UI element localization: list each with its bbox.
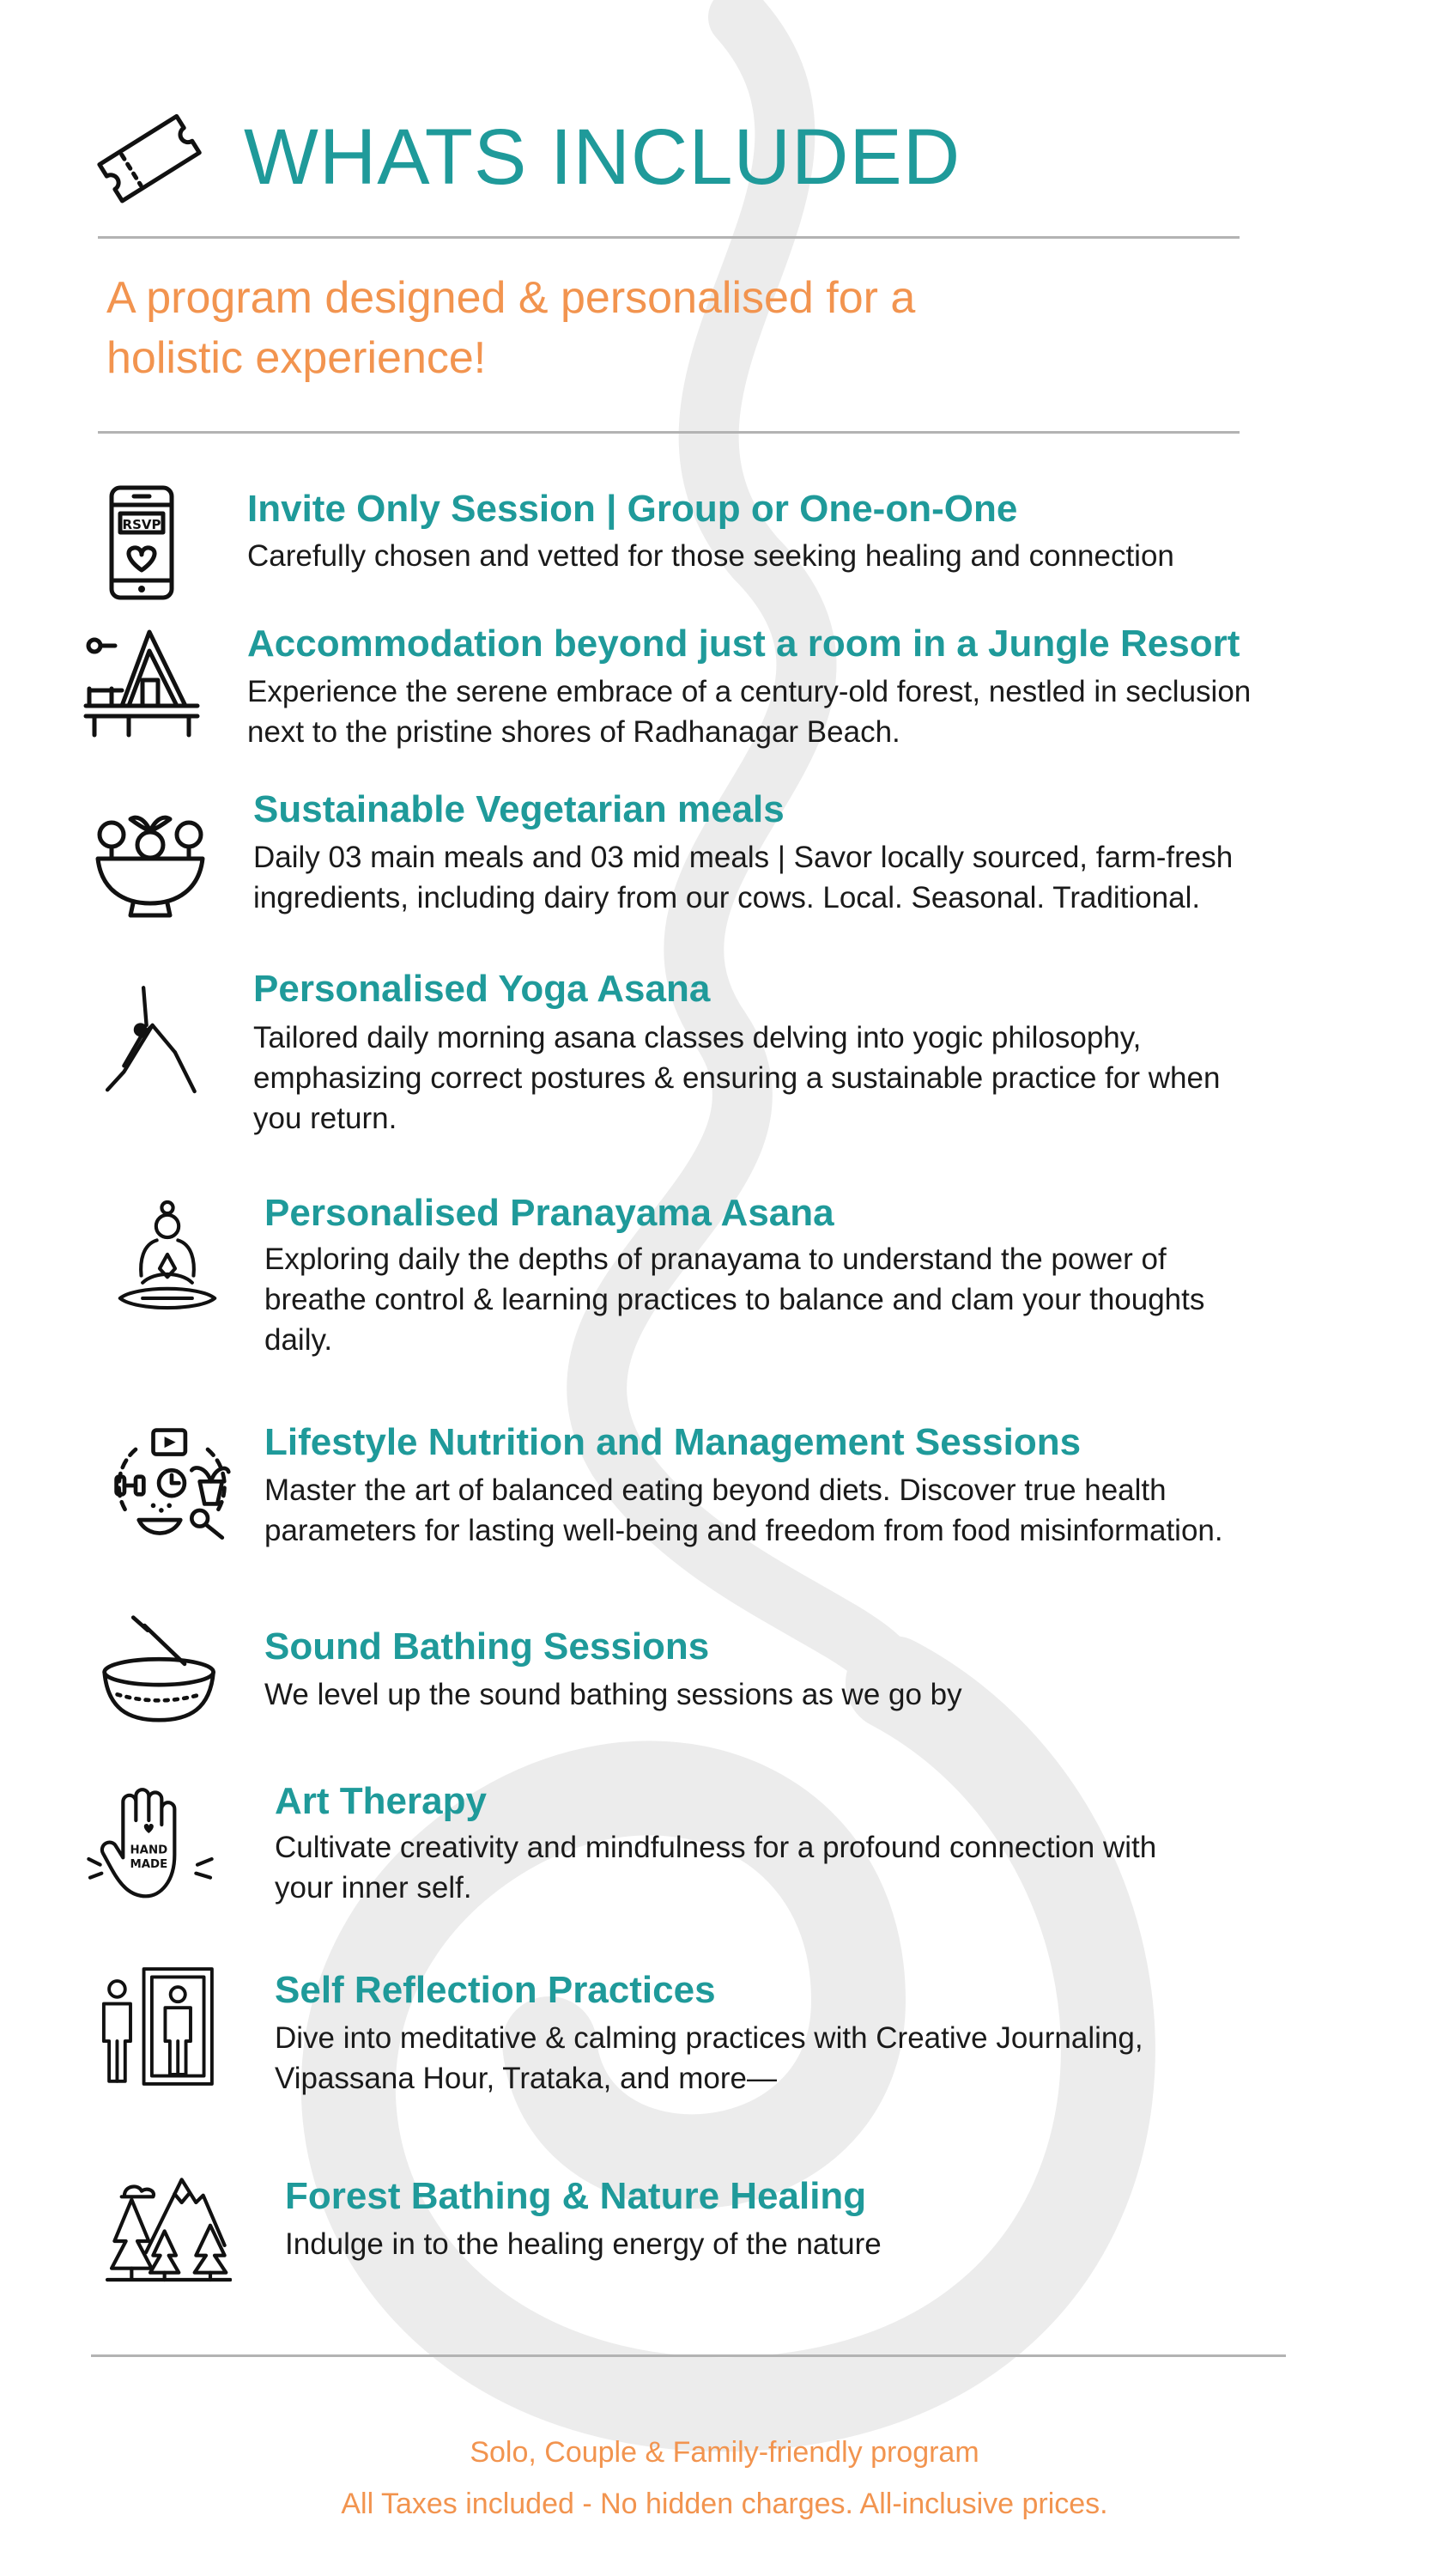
header-divider-top xyxy=(98,236,1240,239)
item-desc-art xyxy=(275,1827,1156,1908)
subtitle-line-1: A program designed & personalised for a xyxy=(106,273,916,323)
item-desc-line: Carefully chosen and vetted for those seeking healing and connection xyxy=(247,539,1174,573)
item-desc-reflection xyxy=(275,2018,1143,2099)
ticket-icon xyxy=(93,110,204,204)
handmade-icon-label-2: MADE xyxy=(130,1858,168,1871)
handmade-hand-icon xyxy=(86,1786,215,1906)
item-desc-nutrition xyxy=(264,1470,1223,1551)
item-desc-line: next to the pristine shores of Radhanagar Beach. xyxy=(247,715,900,749)
item-title-reflection: Self Reflection Practices xyxy=(275,1969,716,2011)
item-desc-meals xyxy=(253,837,1233,918)
item-title-sound: Sound Bathing Sessions xyxy=(264,1625,710,1668)
rsvp-icon-label: RSVP xyxy=(122,517,161,532)
item-desc-line: Tailored daily morning asana classes delving into yogic philosophy, xyxy=(253,1021,1142,1054)
item-desc-accommodation xyxy=(247,671,1251,752)
item-desc-pranayama xyxy=(264,1239,1204,1360)
item-desc-line: emphasizing correct postures & ensuring a sustainable practice for when xyxy=(253,1061,1221,1095)
item-title-nutrition: Lifestyle Nutrition and Management Sessions xyxy=(264,1421,1082,1463)
item-desc-line: you return. xyxy=(253,1102,397,1135)
item-title-meals: Sustainable Vegetarian meals xyxy=(253,788,785,830)
item-desc-line: ingredients, including dairy from our cows. Local. Seasonal. Traditional. xyxy=(253,881,1201,914)
item-title-pranayama: Personalised Pranayama Asana xyxy=(264,1192,834,1234)
item-title-forest: Forest Bathing & Nature Healing xyxy=(285,2175,867,2217)
handmade-icon-label-1: HAND xyxy=(130,1844,168,1857)
item-desc-yoga xyxy=(253,1018,1220,1139)
item-desc-line: Cultivate creativity and mindfulness for a profound connection with xyxy=(275,1831,1157,1864)
item-desc-sound xyxy=(264,1674,962,1715)
mirror-reflection-icon xyxy=(90,1966,219,2087)
footer-line-program: Solo, Couple & Family-friendly program xyxy=(470,2436,979,2469)
item-title-accommodation: Accommodation beyond just a room in a Jungle Resort xyxy=(247,623,1240,665)
item-desc-line: Master the art of balanced eating beyond diets. Discover true health xyxy=(264,1473,1167,1507)
item-desc-line: Dive into meditative & calming practices with Creative Journaling, xyxy=(275,2021,1143,2055)
item-desc-line: Vipassana Hour, Trataka, and more— xyxy=(275,2062,777,2095)
item-desc-line: Exploring daily the depths of pranayama to understand the power of xyxy=(264,1242,1167,1276)
header-divider-bottom xyxy=(98,431,1240,434)
lifestyle-nutrition-icon xyxy=(107,1425,236,1546)
footer-divider xyxy=(91,2354,1286,2357)
item-desc-line: your inner self. xyxy=(275,1871,472,1905)
item-desc-forest xyxy=(285,2224,882,2264)
meditation-icon xyxy=(103,1198,232,1318)
page-subtitle xyxy=(106,268,1137,388)
item-desc-invite xyxy=(247,536,1174,576)
item-title-yoga: Personalised Yoga Asana xyxy=(253,968,711,1010)
item-desc-line: Daily 03 main meals and 03 mid meals | Savor locally sourced, farm-fresh xyxy=(253,841,1234,874)
item-desc-line: daily. xyxy=(264,1323,333,1357)
page-title: WHATS INCLUDED xyxy=(244,113,961,201)
item-title-art: Art Therapy xyxy=(275,1780,487,1822)
item-title-invite: Invite Only Session | Group or One-on-One xyxy=(247,488,1018,530)
item-desc-line: Indulge in to the healing energy of the nature xyxy=(285,2227,882,2261)
item-desc-line: parameters for lasting well-being and freedom from food misinformation. xyxy=(264,1514,1223,1547)
item-desc-line: breathe control & learning practices to balance and clam your thoughts xyxy=(264,1283,1205,1316)
footer-line-pricing: All Taxes included - No hidden charges. All-inclusive prices. xyxy=(341,2488,1108,2520)
forest-mountain-icon xyxy=(103,2164,232,2284)
subtitle-line-2: holistic experience! xyxy=(106,333,487,383)
item-desc-line: We level up the sound bathing sessions as we go by xyxy=(264,1678,962,1711)
rsvp-phone-icon xyxy=(77,483,206,603)
yoga-pose-icon xyxy=(86,983,215,1103)
jungle-hut-icon xyxy=(77,620,206,740)
item-desc-line: Experience the serene embrace of a century-old forest, nestled in seclusion xyxy=(247,675,1252,708)
singing-bowl-icon xyxy=(96,1614,225,1735)
vegetable-bowl-icon xyxy=(86,800,215,920)
